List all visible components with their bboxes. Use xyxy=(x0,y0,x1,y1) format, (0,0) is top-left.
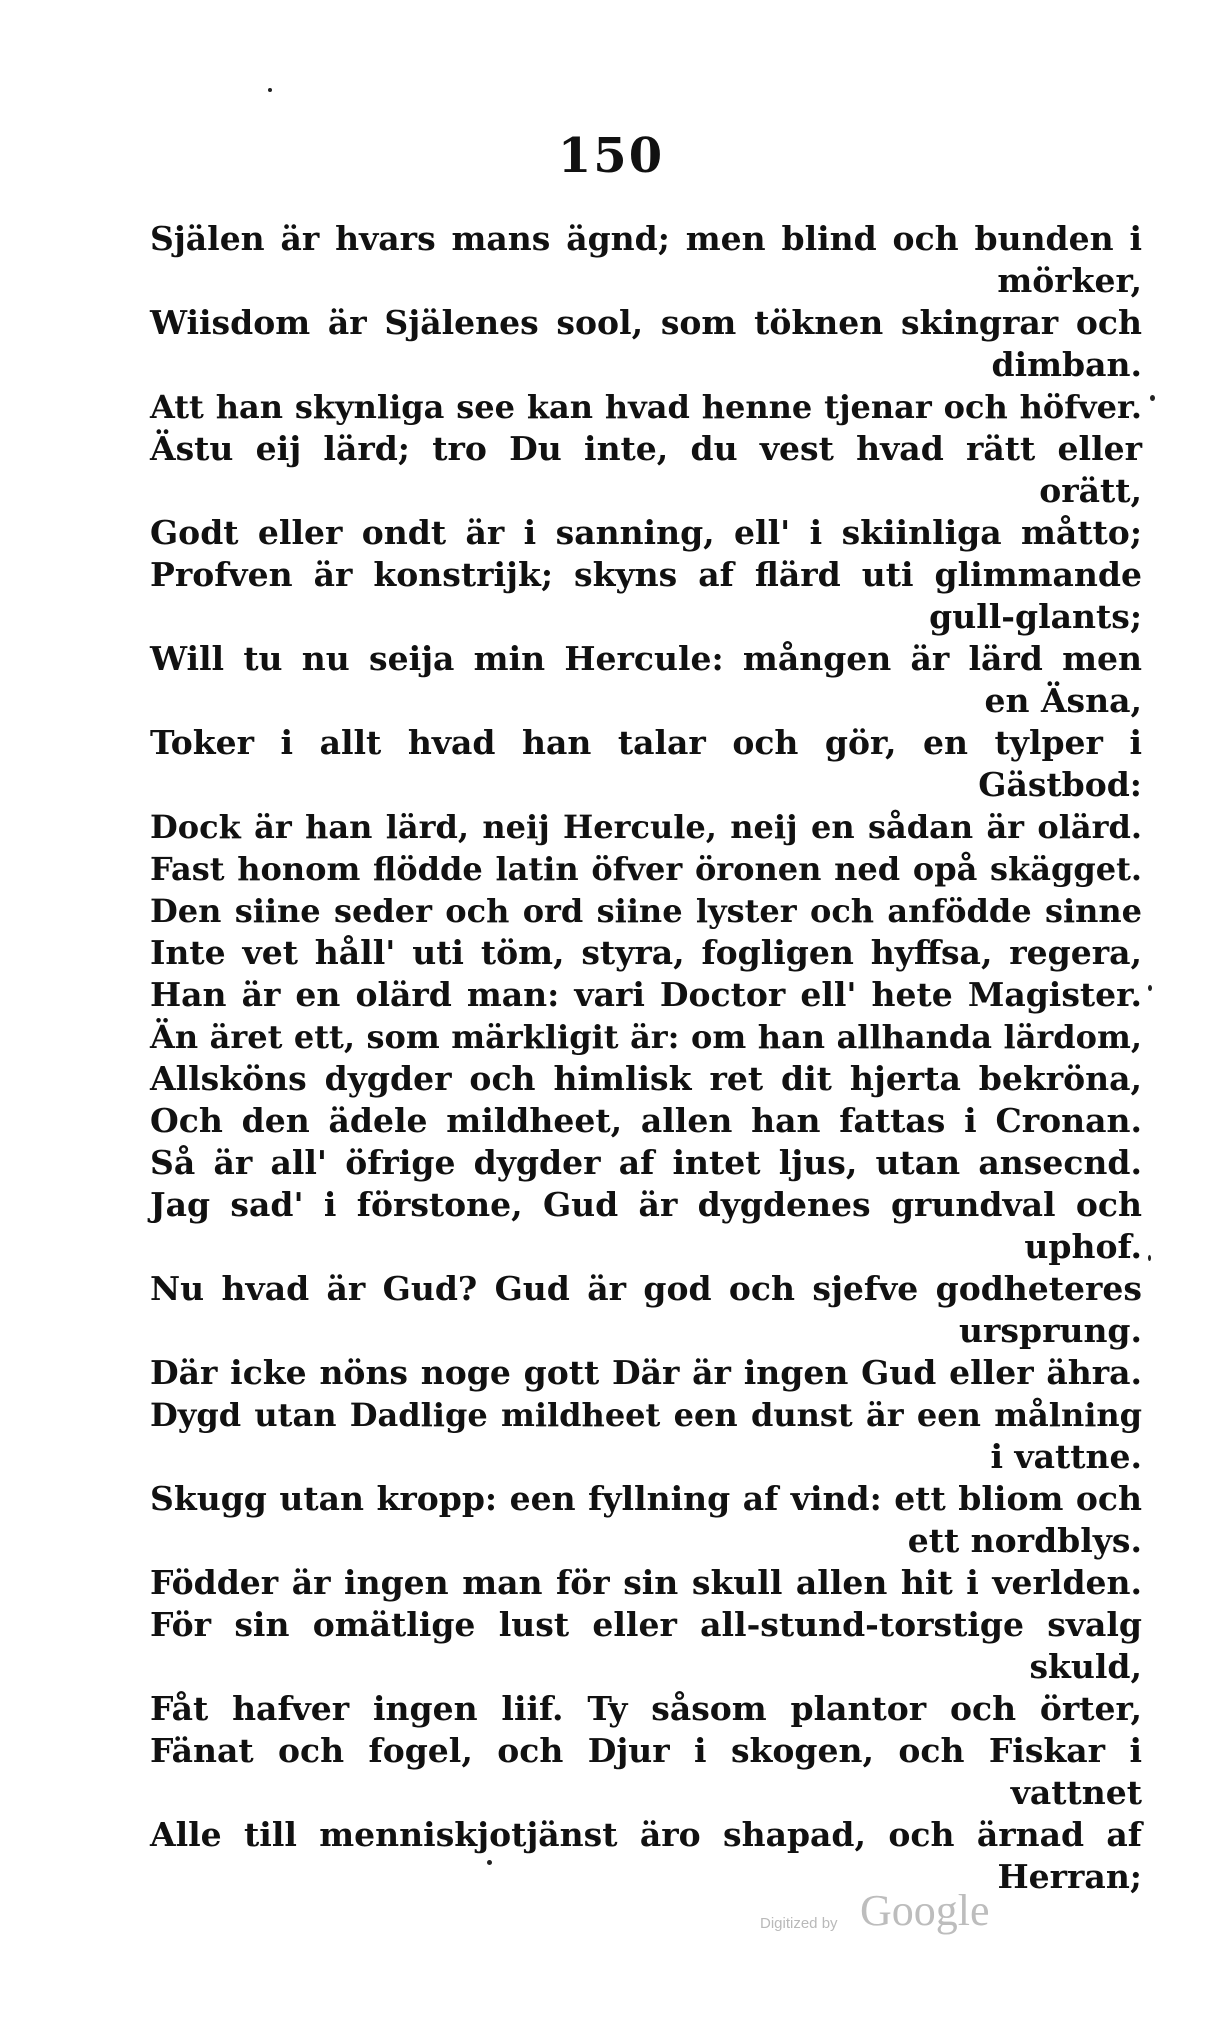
verse-line: Än äret ett, som märkligit är: om han allhanda lärdom, xyxy=(150,1018,1142,1056)
verse-line: Ästu eij lärd; tro Du inte, du vest hvad rätt eller xyxy=(150,429,1142,468)
verse-line: Alle till menniskjotjänst äro shapad, och ärnad af xyxy=(150,1815,1142,1854)
verse-turnover: i vattne. xyxy=(990,1437,1142,1476)
verse-line: Fåt hafver ingen liif. Ty såsom plantor och örter, xyxy=(150,1689,1142,1728)
verse-line: Will tu nu seija min Hercule: mången är lärd men xyxy=(150,639,1142,678)
verse-turnover: Herran; xyxy=(997,1857,1142,1896)
page-number: 150 xyxy=(557,128,665,184)
verse-line: Så är all' öfrige dygder af intet ljus, utan ansecnd. xyxy=(150,1143,1142,1182)
verse-line: Allsköns dygder och himlisk ret dit hjerta bekröna, xyxy=(150,1059,1142,1098)
verse-turnover: uphof. xyxy=(1024,1227,1142,1266)
verse-line: Dygd utan Dadlige mildheet een dunst är een målning xyxy=(150,1396,1142,1434)
verse-line: Skugg utan kropp: een fyllning af vind: ett bliom och xyxy=(150,1479,1142,1518)
verse-line: Toker i allt hvad han talar och gör, en tylper i xyxy=(150,723,1142,762)
digitized-watermark xyxy=(760,1885,1020,1945)
verse-turnover: ett nordblys. xyxy=(907,1521,1142,1560)
verse-line: Den siine seder och ord siine lyster och anfödde sinne xyxy=(150,892,1142,930)
scan-speck xyxy=(1148,1255,1151,1261)
verse-line: Och den ädele mildheet, allen han fattas i Cronan. xyxy=(150,1101,1142,1140)
google-logo: Google xyxy=(860,1886,990,1935)
verse-turnover: vattnet xyxy=(1010,1773,1142,1812)
watermark-caption: Digitized by xyxy=(760,1915,838,1932)
verse-line: Jag sad' i förstone, Gud är dygdenes grundval och xyxy=(150,1185,1142,1224)
verse-turnover: orätt, xyxy=(1039,471,1142,510)
scan-speck xyxy=(268,88,272,92)
verse-line: Han är en olärd man: vari Doctor ell' hete Magister. xyxy=(150,975,1142,1014)
verse-line: Själen är hvars mans ägnd; men blind och bunden i xyxy=(150,219,1142,258)
verse-line: Fänat och fogel, och Djur i skogen, och Fiskar i xyxy=(150,1731,1142,1770)
verse-line: Godt eller ondt är i sanning, ell' i skiinliga måtto; xyxy=(150,513,1142,552)
verse-line: Födder är ingen man för sin skull allen hit i verlden. xyxy=(150,1563,1142,1602)
verse-turnover: ursprung. xyxy=(959,1311,1142,1350)
verse-line: Inte vet håll' uti töm, styra, fogligen hyffsa, regera, xyxy=(150,933,1142,972)
verse-turnover: Gästbod: xyxy=(978,765,1142,804)
verse-turnover: mörker, xyxy=(997,261,1142,300)
scan-speck xyxy=(1148,985,1152,991)
verse-line: Wiisdom är Själenes sool, som töknen skingrar och xyxy=(150,303,1142,342)
verse-line: Dock är han lärd, neij Hercule, neij en sådan är olärd. xyxy=(150,808,1142,846)
verse-line: Fast honom flödde latin öfver öronen ned opå skägget. xyxy=(150,850,1142,888)
verse-turnover: dimban. xyxy=(991,345,1142,384)
verse-block xyxy=(150,218,1142,1898)
verse-line: Att han skynliga see kan hvad henne tjenar och höfver. xyxy=(150,388,1142,426)
verse-turnover: gull-glants; xyxy=(929,597,1142,636)
verse-line: För sin omätlige lust eller all-stund-torstige svalg xyxy=(150,1605,1142,1644)
verse-line: Profven är konstrijk; skyns af flärd uti glimmande xyxy=(150,555,1142,594)
verse-line: Där icke nöns noge gott Där är ingen Gud eller ähra. xyxy=(150,1353,1142,1392)
verse-turnover: en Äsna, xyxy=(984,681,1142,720)
scan-speck xyxy=(487,1860,492,1865)
verse-turnover: skuld, xyxy=(1029,1647,1142,1686)
scan-speck xyxy=(1150,395,1155,401)
verse-line: Nu hvad är Gud? Gud är god och sjefve godheteres xyxy=(150,1269,1142,1308)
